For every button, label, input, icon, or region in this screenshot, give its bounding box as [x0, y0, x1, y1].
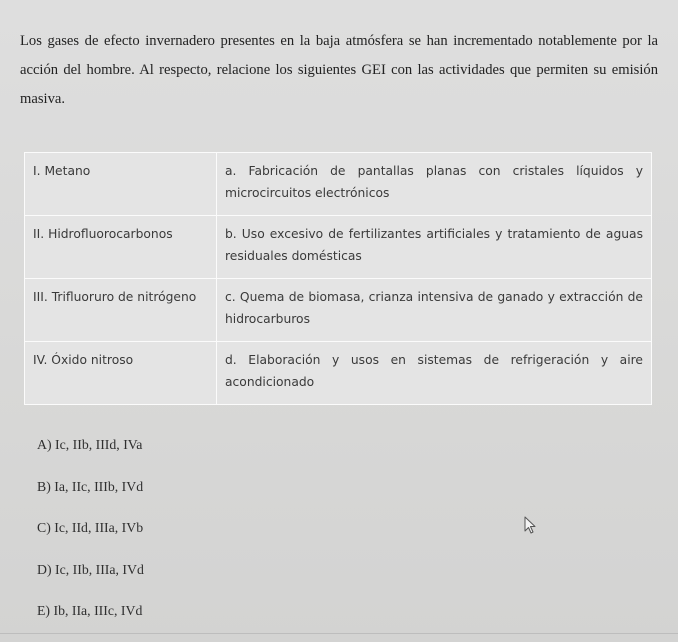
gas-cell: II. Hidrofluorocarbonos — [25, 216, 217, 279]
table-row — [25, 153, 652, 216]
option-b[interactable]: B) Ia, IIc, IIIb, IVd — [37, 478, 144, 494]
gas-cell: III. Trifluoruro de nitrógeno — [25, 279, 217, 342]
activity-cell: c. Quema de biomasa, crianza intensiva de ganado y extracción de hidrocarburos — [217, 279, 652, 342]
gases-activities-table — [24, 152, 652, 405]
option-a[interactable]: A) Ic, IIb, IIId, IVa — [37, 437, 143, 452]
table-row — [25, 342, 652, 405]
gas-cell: IV. Óxido nitroso — [25, 342, 217, 405]
gas-cell: I. Metano — [25, 153, 217, 216]
option-c[interactable]: C) Ic, IId, IIIa, IVb — [37, 520, 144, 535]
table-row — [25, 279, 652, 342]
option-e[interactable]: E) Ib, IIa, IIIc, IVd — [37, 603, 143, 618]
activity-cell: a. Fabricación de pantallas planas con cristales líquidos y microcircuitos electrónicos — [217, 153, 652, 216]
table-row — [25, 216, 652, 279]
activity-cell: b. Uso excesivo de fertilizantes artificiales y tratamiento de aguas residuales domésticas — [217, 216, 652, 279]
option-d[interactable]: D) Ic, IIb, IIIa, IVd — [37, 561, 144, 577]
question-text: Los gases de efecto invernadero presentes en la baja atmósfera se han incrementado notablemente por la acción del hombre. Al respecto, relacione los siguientes GEI con las actividades que permiten su emisión masiva. — [20, 33, 658, 107]
mouse-pointer-icon — [524, 516, 536, 534]
activity-cell: d. Elaboración y usos en sistemas de refrigeración y aire acondicionado — [217, 342, 652, 405]
answer-options — [37, 433, 144, 641]
bottom-divider — [0, 633, 678, 634]
